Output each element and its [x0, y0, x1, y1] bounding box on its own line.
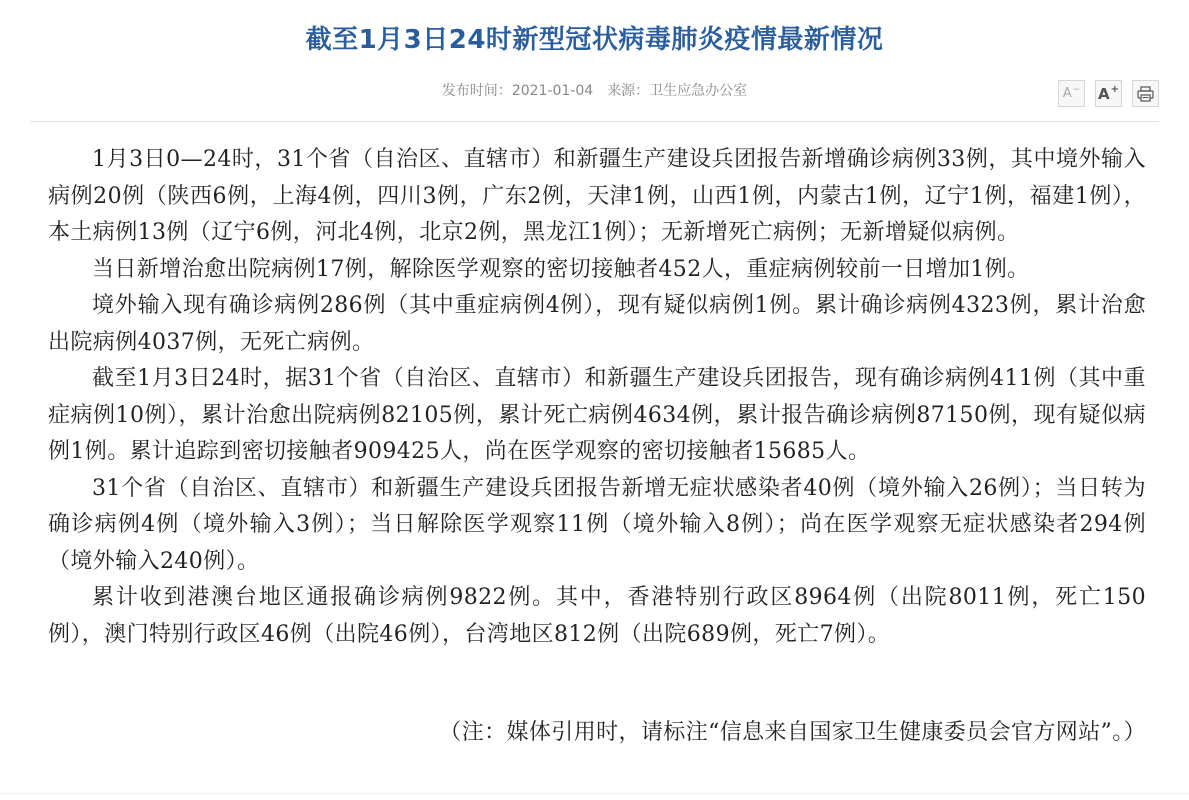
paragraph-imported: 境外输入现有确诊病例286例（其中重症病例4例），现有疑似病例1例。累计确诊病例4323例，累计治愈出院病例4037例，无死亡病例。 — [48, 293, 1146, 355]
plus-icon: + — [1110, 84, 1119, 95]
paragraph-cumulative: 截至1月3日24时，据31个省（自治区、直辖市）和新疆生产建设兵团报告，现有确诊病例411例（其中重症病例10例），累计治愈出院病例82105例，累计死亡病例4634例，累计报告确诊病例87150例，现有疑似病例1例。累计追踪到密切接触者909425人，尚在医学观察的密切接触者15685人。 — [48, 366, 1146, 464]
publish-date: 2021-01-04 — [511, 83, 594, 99]
article-body — [48, 142, 1146, 653]
article-tools — [1058, 80, 1159, 107]
publish-time-label: 发布时间： — [441, 83, 512, 99]
font-larger-button[interactable] — [1095, 80, 1122, 107]
article-meta — [0, 80, 1189, 102]
citation-note: （注：媒体引用时，请标注“信息来自国家卫生健康委员会官方网站”。） — [439, 720, 1146, 745]
printer-icon — [1137, 86, 1154, 102]
source-value: 卫生应急办公室 — [649, 83, 748, 99]
font-larger-icon: A — [1098, 84, 1110, 103]
font-smaller-icon: A — [1062, 86, 1072, 101]
source-label: 来源： — [607, 83, 650, 99]
page-title: 截至1月3日24时新型冠状病毒肺炎疫情最新情况 — [305, 25, 884, 55]
header-divider — [30, 121, 1159, 122]
paragraph-recoveries: 当日新增治愈出院病例17例，解除医学观察的密切接触者452人，重症病例较前一日增加1例。 — [92, 256, 1030, 282]
minus-icon: − — [1072, 84, 1081, 95]
paragraph-new-cases: 1月3日0—24时，31个省（自治区、直辖市）和新疆生产建设兵团报告新增确诊病例33例，其中境外输入病例20例（陕西6例，上海4例，四川3例，广东2例，天津1例，山西1例，内蒙古1例，辽宁1例，福建1例），本土病例13例（辽宁6例，河北4例，北京2例，黑龙江1例）；无新增死亡病例；无新增疑似病例。 — [48, 147, 1146, 245]
paragraph-hk-macao-taiwan: 累计收到港澳台地区通报确诊病例9822例。其中，香港特别行政区8964例（出院8011例，死亡150例），澳门特别行政区46例（出院46例），台湾地区812例（出院689例，死亡7例）。 — [48, 585, 1146, 647]
paragraph-asymptomatic: 31个省（自治区、直辖市）和新疆生产建设兵团报告新增无症状感染者40例（境外输入26例）；当日转为确诊病例4例（境外输入3例）；当日解除医学观察11例（境外输入8例）；尚在医学观察无症状感染者294例（境外输入240例）。 — [48, 475, 1146, 574]
footer-divider — [0, 793, 1189, 794]
print-button[interactable] — [1132, 80, 1159, 107]
font-smaller-button[interactable] — [1058, 80, 1085, 107]
